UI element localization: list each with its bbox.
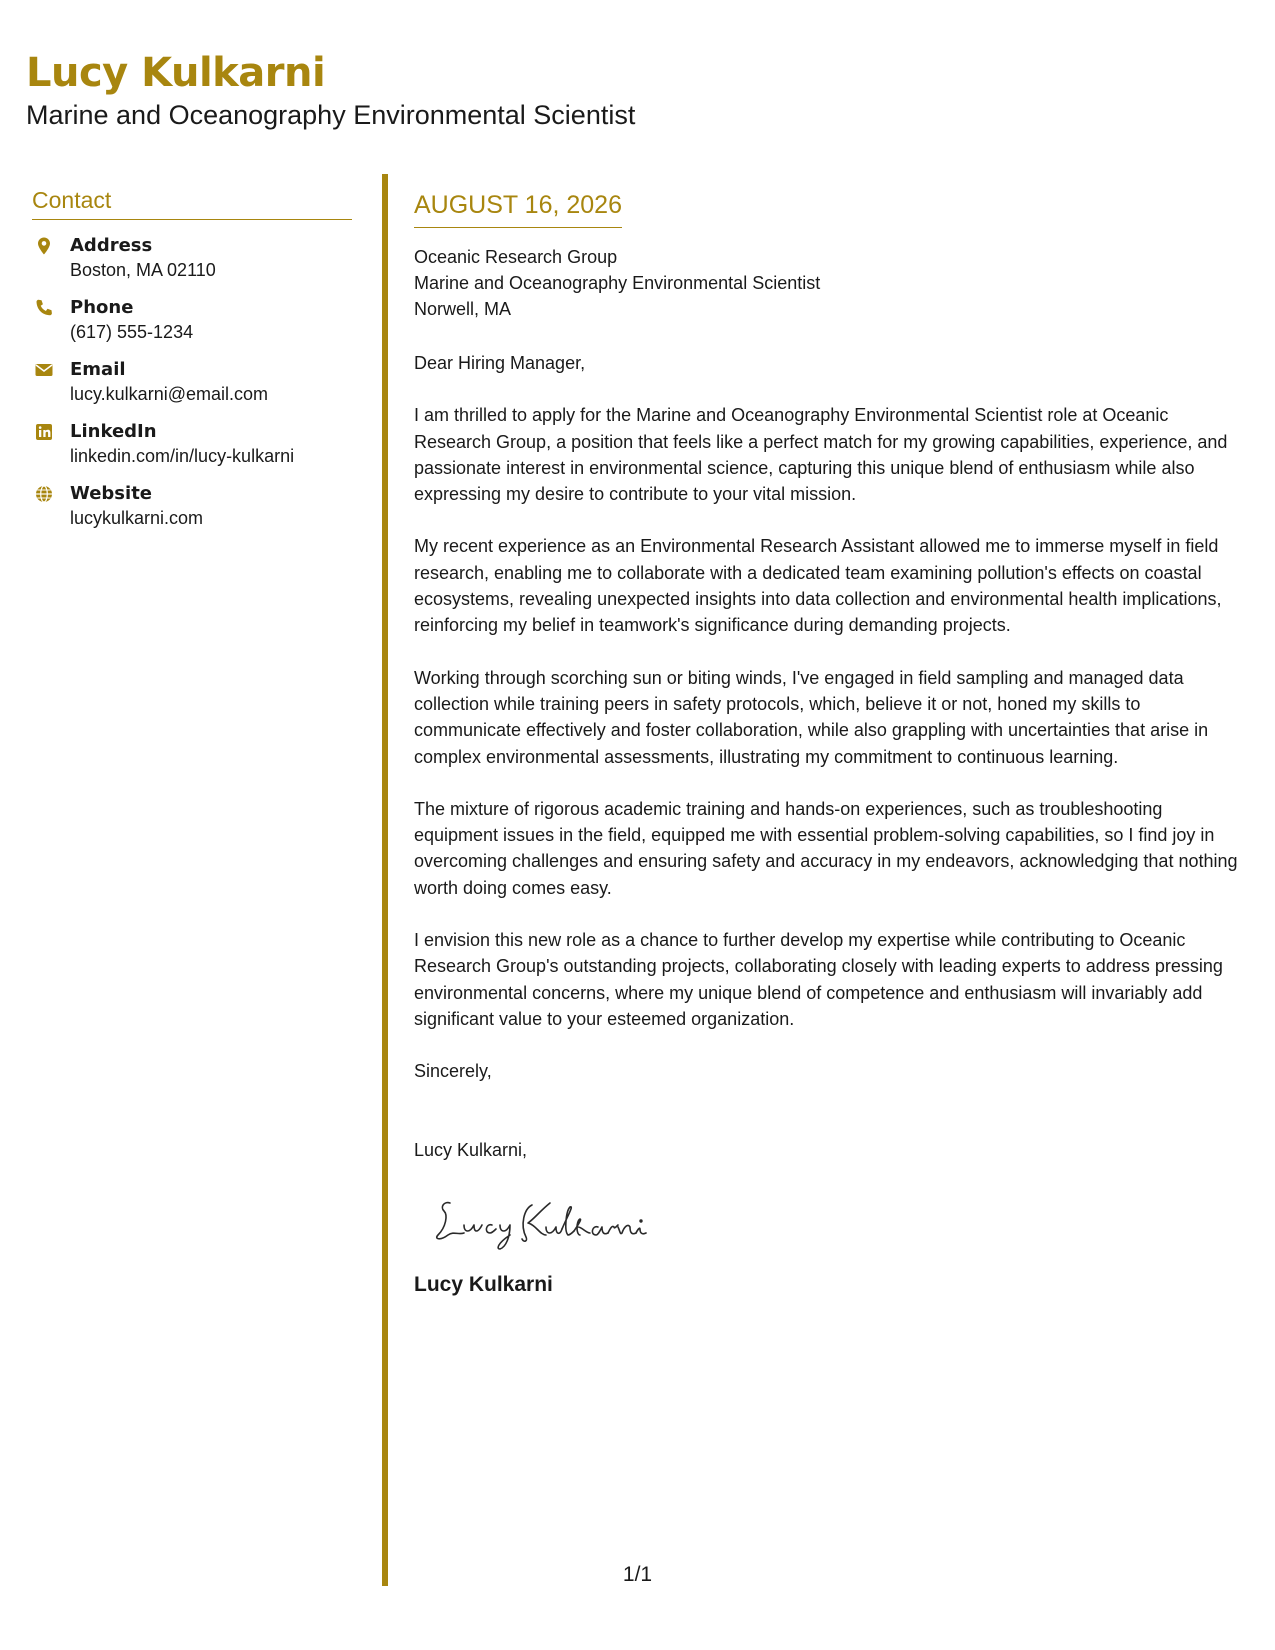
map-pin-icon (34, 236, 54, 256)
page-number: 1/1 (622, 1563, 653, 1586)
typed-name: Lucy Kulkarni (414, 1273, 553, 1297)
paragraph: My recent experience as an Environmental Research Assistant allowed me to immerse myself in field research, enabling me to collaborate with a dedicated team examining pollution's effects on coastal ecosystems, revealing unexpected insights into data collection and environmental health implications, reinforcing my belief in teamwork's significance during demanding projects. (414, 536, 1222, 636)
recipient-location: Norwell, MA (414, 299, 512, 319)
contact-label: Phone (70, 297, 134, 318)
envelope-icon (34, 360, 54, 380)
contact-value[interactable]: linkedin.com/in/lucy-kulkarni (70, 446, 295, 466)
letter-date: AUGUST 16, 2026 (414, 190, 622, 228)
contact-label: LinkedIn (70, 421, 157, 442)
contact-value[interactable]: lucykulkarni.com (70, 508, 204, 528)
greeting: Dear Hiring Manager, (414, 353, 586, 373)
contact-label: Website (70, 483, 153, 504)
vertical-divider (382, 174, 388, 1586)
paragraph: Working through scorching sun or biting winds, I've engaged in field sampling and managed data collection while training peers in safety protocols, which, believe it or not, honed my skills to communicate effectively and foster collaboration, while also grappling with uncertainties that arise in complex environmental assessments, illustrating my commitment to continuous learning. (414, 667, 1209, 767)
closing: Sincerely, (414, 1061, 492, 1082)
contact-item-phone (32, 296, 352, 344)
applicant-title: Marine and Oceanography Environmental Scientist (26, 100, 636, 130)
contact-item-address (32, 234, 352, 282)
contact-heading: Contact (32, 187, 352, 220)
contact-item-linkedin (32, 420, 352, 468)
contact-value: (617) 555-1234 (70, 322, 194, 342)
contact-value: Boston, MA 02110 (70, 260, 216, 280)
contact-sidebar (32, 187, 352, 544)
globe-icon (34, 484, 54, 504)
paragraph: I envision this new role as a chance to further develop my expertise while contributing to Oceanic Research Group's outstanding projects, collaborating closely with leading experts to address pressing environmental concerns, where my unique blend of competence and enthusiasm will invariably add significant value to your esteemed organization. (414, 930, 1223, 1029)
paragraph: The mixture of rigorous academic training and hands-on experiences, such as troubleshooting equipment issues in the field, equipped me with essential problem-solving capabilities, so I find joy in overcoming challenges and ensuring safety and accuracy in my endeavors, acknowledging that nothing worth doing comes easy. (414, 798, 1238, 898)
applicant-name: Lucy Kulkarni (26, 50, 326, 96)
phone-icon (34, 298, 54, 318)
contact-value[interactable]: lucy.kulkarni@email.com (70, 384, 268, 404)
contact-item-website (32, 482, 352, 530)
sign-off-name: Lucy Kulkarni, (414, 1139, 528, 1160)
recipient-position: Marine and Oceanography Environmental Scientist (414, 273, 821, 293)
contact-label: Address (70, 235, 153, 256)
recipient-block (414, 244, 1244, 322)
letter-body (414, 190, 1244, 1298)
linkedin-icon (34, 422, 54, 442)
header (26, 48, 635, 132)
recipient-company: Oceanic Research Group (414, 247, 618, 267)
paragraph: I am thrilled to apply for the Marine and Oceanography Environmental Scientist role at Oceanic Research Group, a position that feels like a perfect match for my growing capabilities, experience, and passionate interest in environmental science, capturing this unique blend of enthusiasm while also expressing my desire to contribute to your vital mission. (414, 405, 1228, 505)
contact-label: Email (70, 359, 126, 380)
handwritten-signature (428, 1185, 668, 1257)
contact-item-email (32, 358, 352, 406)
